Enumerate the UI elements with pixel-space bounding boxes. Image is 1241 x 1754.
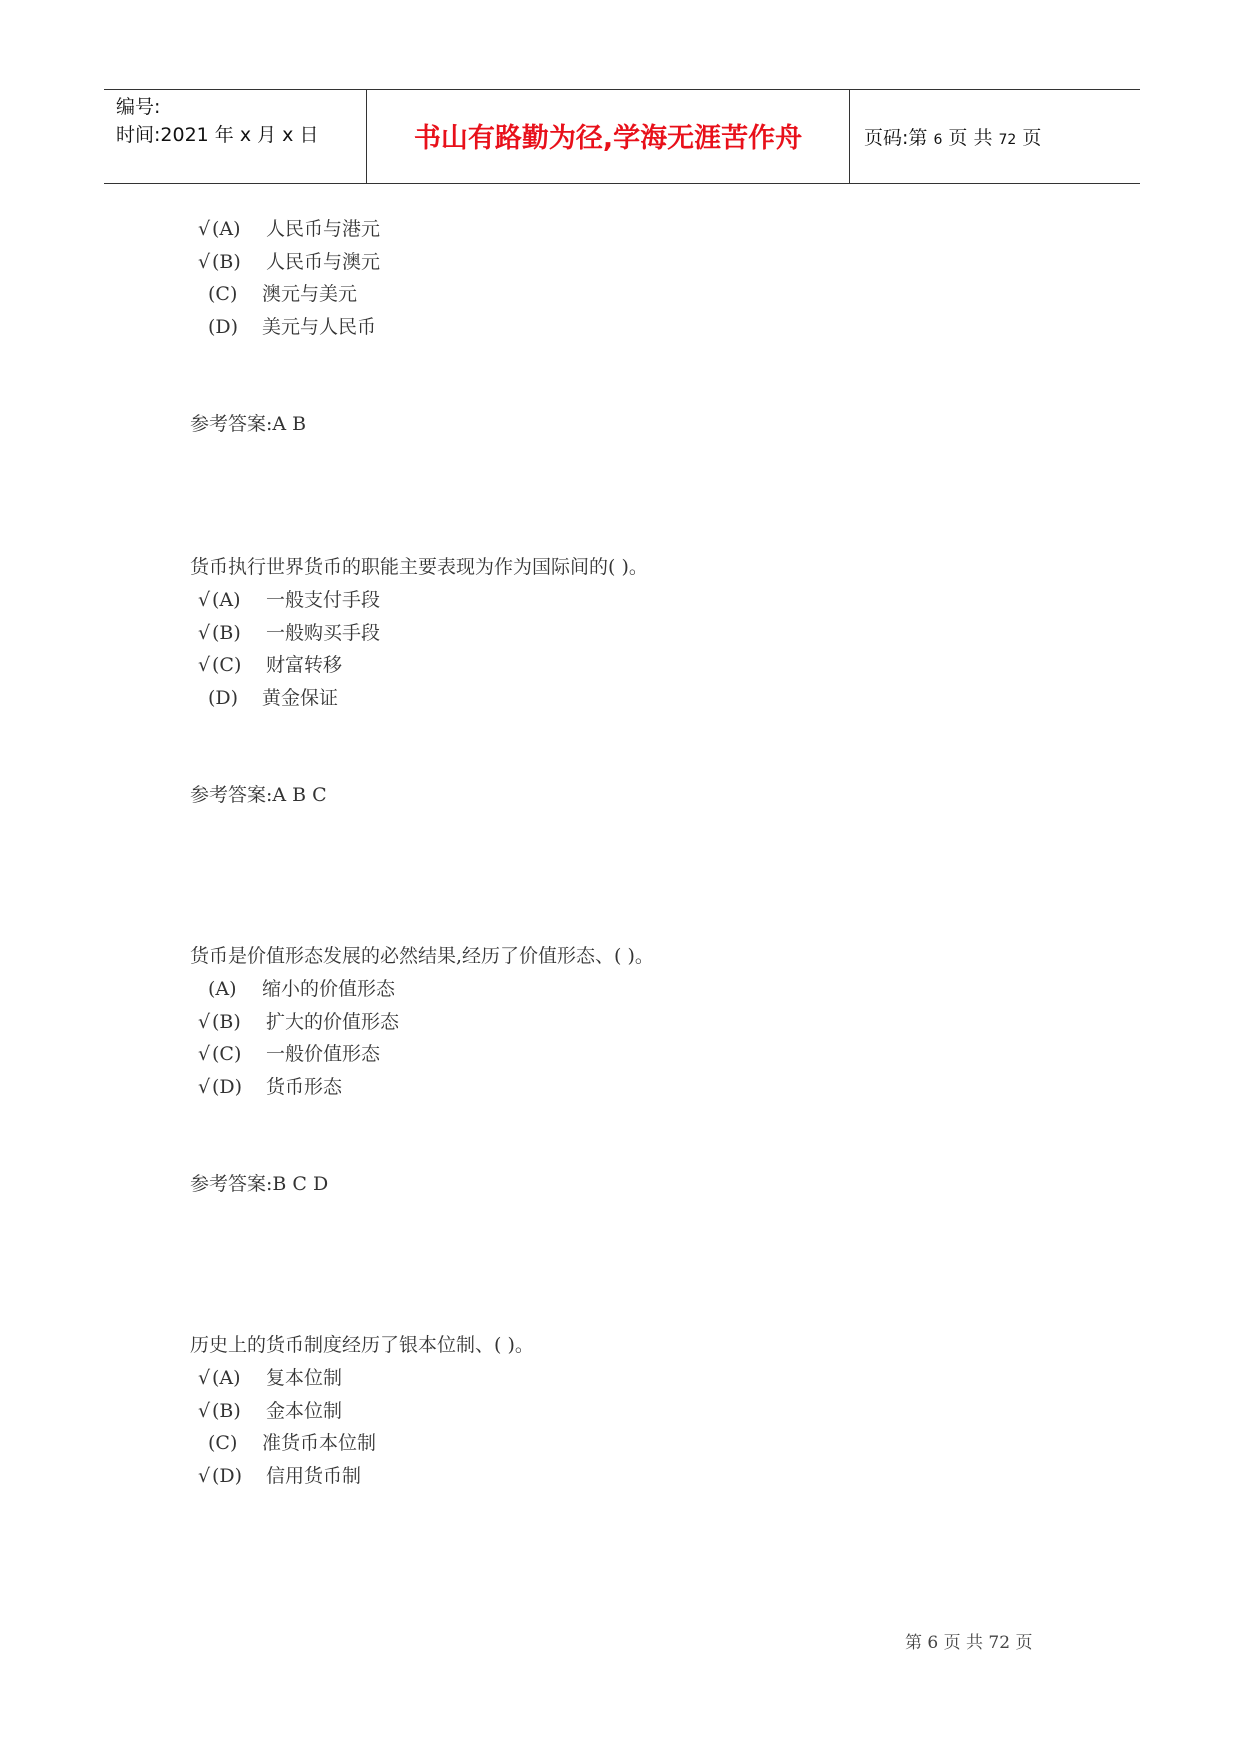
- option-text: 一般价值形态: [266, 1043, 381, 1065]
- question-text: 货币执行世界货币的职能主要表现为作为国际间的( )。: [190, 556, 648, 578]
- answer-option: [198, 1363, 342, 1390]
- answer-option: [198, 1461, 361, 1488]
- answer-option: [198, 1007, 399, 1034]
- checkmark-icon: √: [198, 621, 211, 644]
- option-text: 货币形态: [266, 1075, 343, 1098]
- header-motto-cell: [367, 90, 850, 183]
- answer-option: [198, 247, 380, 274]
- option-text: 金本位制: [266, 1399, 343, 1422]
- answer-option: [198, 618, 380, 645]
- option-letter: (A): [212, 589, 241, 611]
- answer-option: [208, 312, 376, 339]
- page-footer: 第 6 页 共 72 页: [905, 1633, 1033, 1653]
- option-text: 信用货币制: [266, 1464, 362, 1487]
- question-text: 货币是价值形态发展的必然结果,经历了价值形态、( )。: [190, 945, 654, 967]
- option-text: 一般支付手段: [266, 589, 381, 611]
- checkmark-icon: √: [198, 1043, 211, 1065]
- option-letter: (D): [212, 1075, 243, 1098]
- reference-answer: 参考答案:A B: [190, 413, 307, 435]
- option-text: 缩小的价值形态: [262, 978, 396, 1000]
- option-text: 黄金保证: [262, 686, 339, 709]
- option-letter: (B): [212, 621, 241, 644]
- checkmark-icon: √: [198, 1464, 211, 1487]
- checkmark-icon: √: [198, 250, 211, 273]
- document-number-label: 编号:: [116, 96, 161, 118]
- page-header: [104, 89, 1140, 184]
- option-letter: (A): [212, 1367, 241, 1389]
- answer-option: [198, 1396, 342, 1423]
- option-text: 人民币与澳元: [266, 250, 381, 273]
- answer-option: [208, 279, 357, 306]
- option-letter: (D): [208, 315, 239, 338]
- document-date: 时间:2021 年 x 月 x 日: [116, 124, 319, 146]
- answer-option: [208, 1428, 376, 1455]
- option-text: 复本位制: [266, 1367, 343, 1389]
- reference-answer: 参考答案:B C D: [190, 1173, 329, 1195]
- checkmark-icon: √: [198, 589, 211, 611]
- option-letter: (B): [212, 250, 241, 273]
- option-text: 澳元与美元: [262, 283, 358, 305]
- checkmark-icon: √: [198, 654, 211, 676]
- option-letter: (C): [212, 654, 242, 676]
- answer-option: [208, 683, 338, 710]
- option-letter: (D): [208, 686, 239, 709]
- option-letter: (C): [208, 283, 238, 305]
- option-letter: (D): [212, 1464, 243, 1487]
- checkmark-icon: √: [198, 1367, 211, 1389]
- checkmark-icon: √: [198, 1075, 211, 1098]
- answer-option: [208, 974, 395, 1001]
- checkmark-icon: √: [198, 1010, 211, 1033]
- option-text: 财富转移: [266, 654, 343, 676]
- header-info-cell: [104, 90, 367, 183]
- option-text: 美元与人民币: [262, 315, 377, 338]
- option-text: 一般购买手段: [266, 621, 381, 644]
- option-letter: (A): [212, 218, 241, 240]
- option-text: 扩大的价值形态: [266, 1010, 400, 1033]
- option-letter: (A): [208, 978, 237, 1000]
- option-letter: (C): [212, 1043, 242, 1065]
- checkmark-icon: √: [198, 1399, 211, 1422]
- answer-option: [198, 1039, 380, 1066]
- answer-option: [198, 1072, 342, 1099]
- option-letter: (B): [212, 1010, 241, 1033]
- option-text: 人民币与港元: [266, 218, 381, 240]
- checkmark-icon: √: [198, 218, 211, 240]
- option-letter: (C): [208, 1432, 238, 1454]
- header-page-cell: [850, 90, 1140, 183]
- option-letter: (B): [212, 1399, 241, 1422]
- question-text: 历史上的货币制度经历了银本位制、( )。: [190, 1334, 534, 1356]
- answer-option: [198, 650, 342, 677]
- answer-option: [198, 214, 380, 241]
- option-text: 准货币本位制: [262, 1432, 377, 1454]
- reference-answer: 参考答案:A B C: [190, 784, 327, 806]
- answer-option: [198, 585, 380, 612]
- header-page-number: 页码:第 6 页 共 72 页: [864, 127, 1042, 149]
- header-motto: 书山有路勤为径,学海无涯苦作舟: [413, 123, 803, 154]
